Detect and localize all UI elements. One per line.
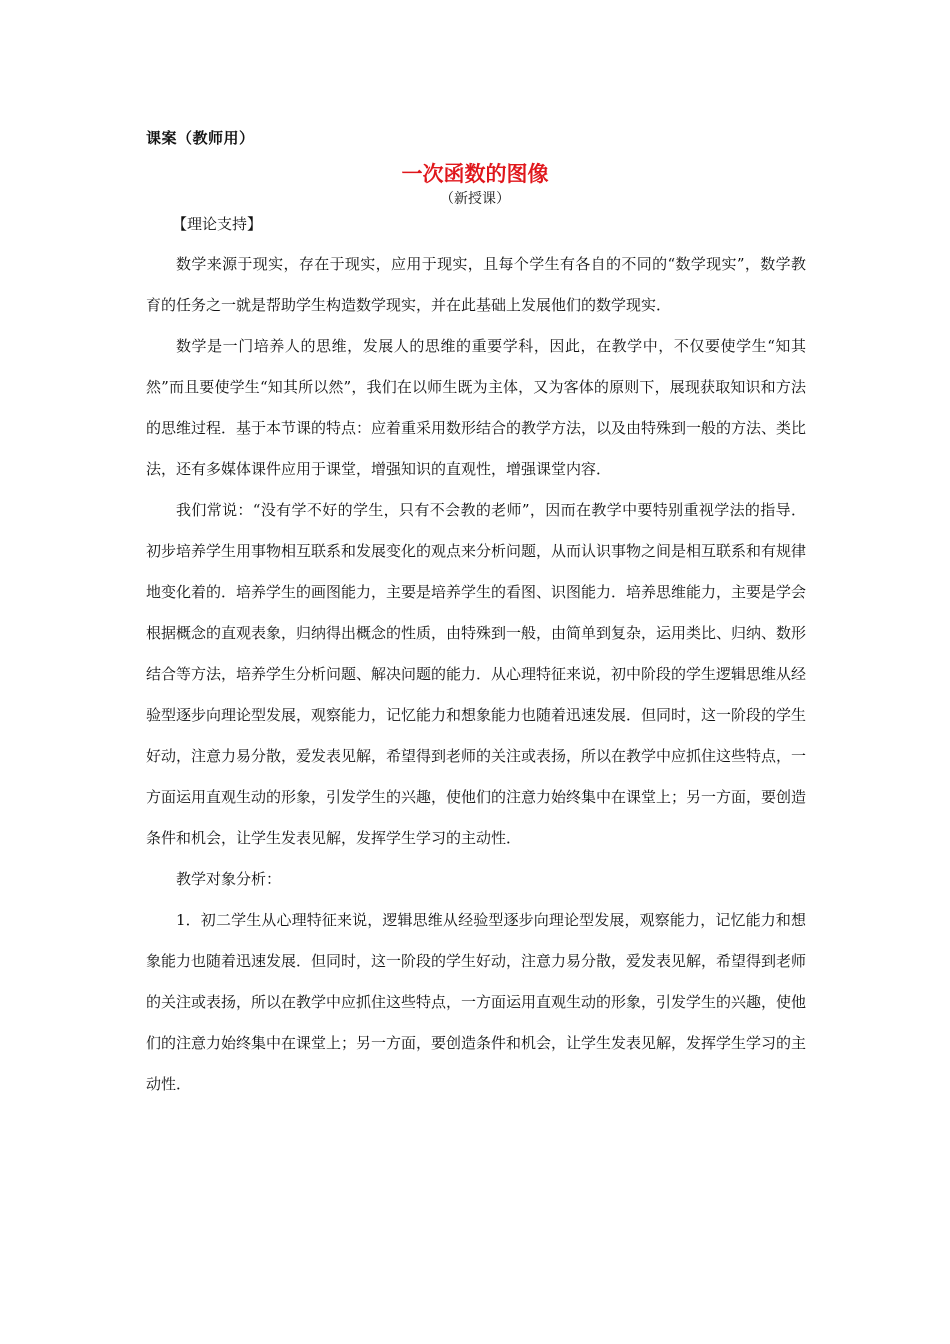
document-body [146,244,806,1105]
paragraph: 我们常说：“没有学不好的学生，只有不会教的老师”，因而在教学中要特别重视学法的指导．初步培养学生用事物相互联系和发展变化的观点来分析问题，从而认识事物之间是相互联系和有规律地变化着的．培养学生的画图能力，主要是培养学生的看图、识图能力．培养思维能力，主要是学会根据概念的直观表象，归纳得出概念的性质，由特殊到一般，由简单到复杂，运用类比、归纳、数形结合等方法，培养学生分析问题、解决问题的能力．从心理特征来说，初中阶段的学生逻辑思维从经验型逐步向理论型发展，观察能力，记忆能力和想象能力也随着迅速发展．但同时，这一阶段的学生好动，注意力易分散，爱发表见解，希望得到老师的关注或表扬，所以在教学中应抓住这些特点，一方面运用直观生动的形象，引发学生的兴趣，使他们的注意力始终集中在课堂上；另一方面，要创造条件和机会，让学生发表见解，发挥学生学习的主动性． [146,501,807,847]
paragraph: 1．初二学生从心理特征来说，逻辑思维从经验型逐步向理论型发展，观察能力，记忆能力和想象能力也随着迅速发展．但同时，这一阶段的学生好动，注意力易分散，爱发表见解，希望得到老师的关注或表扬，所以在教学中应抓住这些特点，一方面运用直观生动的形象，引发学生的兴趣，使他们的注意力始终集中在课堂上；另一方面，要创造条件和机会，让学生发表见解，发挥学生学习的主动性． [146,911,807,1093]
paragraph: 教学对象分析： [176,870,282,888]
section-heading-theory: 【理论支持】 [172,215,263,233]
document-header-label: 课案（教师用） [146,129,255,147]
document-title: 一次函数的图像 [401,162,549,186]
paragraph: 数学是一门培养人的思维，发展人的思维的重要学科，因此，在教学中，不仅要使学生“知其然”而且要使学生“知其所以然”，我们在以师生既为主体，又为客体的原则下，展现获取知识和方法的思维过程．基于本节课的特点：应着重采用数形结合的教学方法，以及由特殊到一般的方法、类比法，还有多媒体课件应用于课堂，增强知识的直观性，增强课堂内容． [146,337,807,478]
paragraph: 数学来源于现实，存在于现实，应用于现实，且每个学生有各自的不同的“数学现实”，数学教育的任务之一就是帮助学生构造数学现实，并在此基础上发展他们的数学现实． [146,255,806,314]
document-subtitle: （新授课） [440,191,510,207]
